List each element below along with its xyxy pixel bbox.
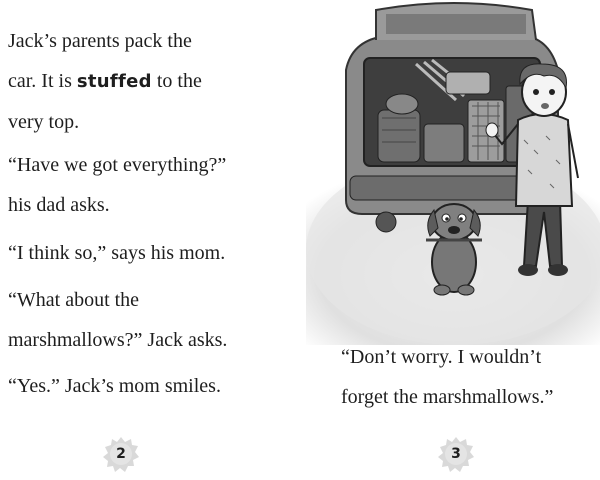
paragraph-dad-question: [8, 145, 226, 225]
emphasis-word-stuffed: stuffed: [76, 71, 152, 92]
text-line: “Yes.” Jack’s mom smiles.: [8, 375, 221, 397]
text-line: “Don’t worry. I wouldn’t: [341, 346, 542, 368]
text-fragment: car. It is: [8, 70, 77, 92]
car-packing-illustration: [306, 0, 600, 345]
page-number: 2: [116, 446, 126, 462]
text-line: his dad asks.: [8, 194, 110, 216]
paragraph-mom-smiles: [8, 366, 221, 406]
text-line: “I think so,” says his mom.: [8, 242, 226, 264]
text-line: “Have we got everything?”: [8, 154, 227, 176]
text-line: Jack’s parents pack the: [8, 30, 192, 52]
illustration-caption: [341, 337, 553, 417]
page-number-badge: [436, 434, 476, 474]
text-line: [8, 61, 202, 102]
page-number: 3: [451, 446, 461, 462]
text-line: very top.: [8, 111, 80, 133]
text-fragment: to the: [151, 70, 202, 92]
paragraph-mom-answer: [8, 233, 225, 273]
text-line: “What about the: [8, 289, 140, 311]
page-number-badge: [101, 434, 141, 474]
right-page: [300, 0, 600, 480]
paragraph-jack-question: [8, 280, 227, 360]
text-line: marshmallows?” Jack asks.: [8, 329, 228, 351]
text-line: forget the marshmallows.”: [341, 386, 554, 408]
paragraph-packing: [8, 21, 202, 142]
